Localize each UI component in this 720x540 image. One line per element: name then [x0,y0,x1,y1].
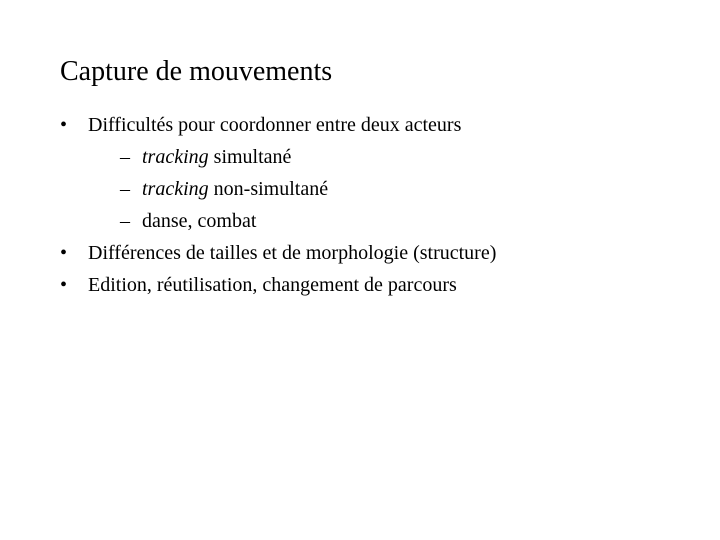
bullet-item: • Difficultés pour coordonner entre deux acteurs [60,114,462,136]
bullet-item: • Différences de tailles et de morphologie (structure) [60,242,497,264]
sub-item: – tracking non-simultané [120,178,329,200]
sub-item: – danse, combat [120,210,257,232]
sub-item: – tracking simultané [120,146,292,168]
bullet-item: • Edition, réutilisation, changement de parcours [60,274,457,296]
slide-title: Capture de mouvements [60,56,333,87]
